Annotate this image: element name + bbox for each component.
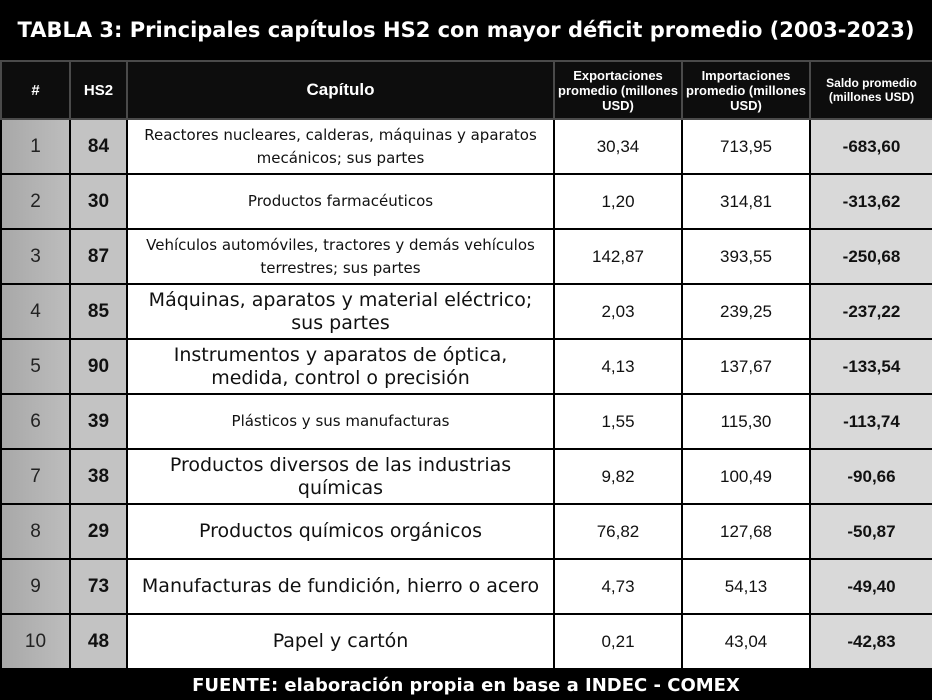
row-saldo: -250,68 (810, 229, 932, 284)
row-hs2: 85 (70, 284, 127, 339)
table-row (1, 174, 932, 229)
row-exportaciones: 142,87 (554, 229, 682, 284)
table-row (1, 449, 932, 504)
row-exportaciones: 2,03 (554, 284, 682, 339)
table-row (1, 614, 932, 669)
header-capitulo: Capítulo (127, 61, 554, 119)
row-capitulo: Máquinas, aparatos y material eléctrico; sus partes (127, 284, 554, 339)
row-capitulo: Vehículos automóviles, tractores y demás vehículos terrestres; sus partes (127, 229, 554, 284)
row-hs2: 87 (70, 229, 127, 284)
row-saldo: -113,74 (810, 394, 932, 449)
row-importaciones: 100,49 (682, 449, 810, 504)
row-exportaciones: 30,34 (554, 119, 682, 174)
table-row (1, 394, 932, 449)
row-saldo: -50,87 (810, 504, 932, 559)
row-num: 1 (1, 119, 70, 174)
row-importaciones: 393,55 (682, 229, 810, 284)
row-num: 4 (1, 284, 70, 339)
row-importaciones: 137,67 (682, 339, 810, 394)
row-hs2: 30 (70, 174, 127, 229)
header-importaciones: Importaciones promedio (millones USD) (682, 61, 810, 119)
row-hs2: 84 (70, 119, 127, 174)
row-hs2: 29 (70, 504, 127, 559)
row-saldo: -49,40 (810, 559, 932, 614)
row-hs2: 48 (70, 614, 127, 669)
row-num: 10 (1, 614, 70, 669)
row-importaciones: 54,13 (682, 559, 810, 614)
row-capitulo: Reactores nucleares, calderas, máquinas y aparatos mecánicos; sus partes (127, 119, 554, 174)
row-capitulo: Instrumentos y aparatos de óptica, medida, control o precisión (127, 339, 554, 394)
row-capitulo: Productos diversos de las industrias químicas (127, 449, 554, 504)
source-note: FUENTE: elaboración propia en base a INDEC - COMEX (192, 674, 740, 696)
header-num: # (1, 61, 70, 119)
row-capitulo: Manufacturas de fundición, hierro o acero (127, 559, 554, 614)
row-hs2: 39 (70, 394, 127, 449)
row-importaciones: 314,81 (682, 174, 810, 229)
row-hs2: 90 (70, 339, 127, 394)
table-row (1, 119, 932, 174)
row-saldo: -313,62 (810, 174, 932, 229)
row-importaciones: 127,68 (682, 504, 810, 559)
deficit-table (0, 60, 932, 670)
row-exportaciones: 9,82 (554, 449, 682, 504)
row-importaciones: 239,25 (682, 284, 810, 339)
row-num: 9 (1, 559, 70, 614)
row-importaciones: 43,04 (682, 614, 810, 669)
header-exportaciones: Exportaciones promedio (millones USD) (554, 61, 682, 119)
table-row (1, 559, 932, 614)
header-hs2: HS2 (70, 61, 127, 119)
row-hs2: 73 (70, 559, 127, 614)
row-num: 5 (1, 339, 70, 394)
table-row (1, 284, 932, 339)
row-saldo: -237,22 (810, 284, 932, 339)
row-importaciones: 713,95 (682, 119, 810, 174)
row-exportaciones: 4,73 (554, 559, 682, 614)
row-saldo: -683,60 (810, 119, 932, 174)
table-row (1, 504, 932, 559)
row-num: 6 (1, 394, 70, 449)
row-saldo: -42,83 (810, 614, 932, 669)
row-num: 3 (1, 229, 70, 284)
table-title: TABLA 3: Principales capítulos HS2 con mayor déficit promedio (2003-2023) (17, 18, 915, 42)
row-exportaciones: 4,13 (554, 339, 682, 394)
row-capitulo: Papel y cartón (127, 614, 554, 669)
row-exportaciones: 1,55 (554, 394, 682, 449)
header-saldo: Saldo promedio (millones USD) (810, 61, 932, 119)
table-row (1, 339, 932, 394)
header-row (1, 61, 932, 119)
row-capitulo: Productos químicos orgánicos (127, 504, 554, 559)
row-num: 7 (1, 449, 70, 504)
table-row (1, 229, 932, 284)
row-num: 2 (1, 174, 70, 229)
row-saldo: -90,66 (810, 449, 932, 504)
row-exportaciones: 76,82 (554, 504, 682, 559)
row-capitulo: Plásticos y sus manufacturas (127, 394, 554, 449)
row-saldo: -133,54 (810, 339, 932, 394)
row-exportaciones: 1,20 (554, 174, 682, 229)
row-capitulo: Productos farmacéuticos (127, 174, 554, 229)
row-exportaciones: 0,21 (554, 614, 682, 669)
row-importaciones: 115,30 (682, 394, 810, 449)
row-hs2: 38 (70, 449, 127, 504)
row-num: 8 (1, 504, 70, 559)
